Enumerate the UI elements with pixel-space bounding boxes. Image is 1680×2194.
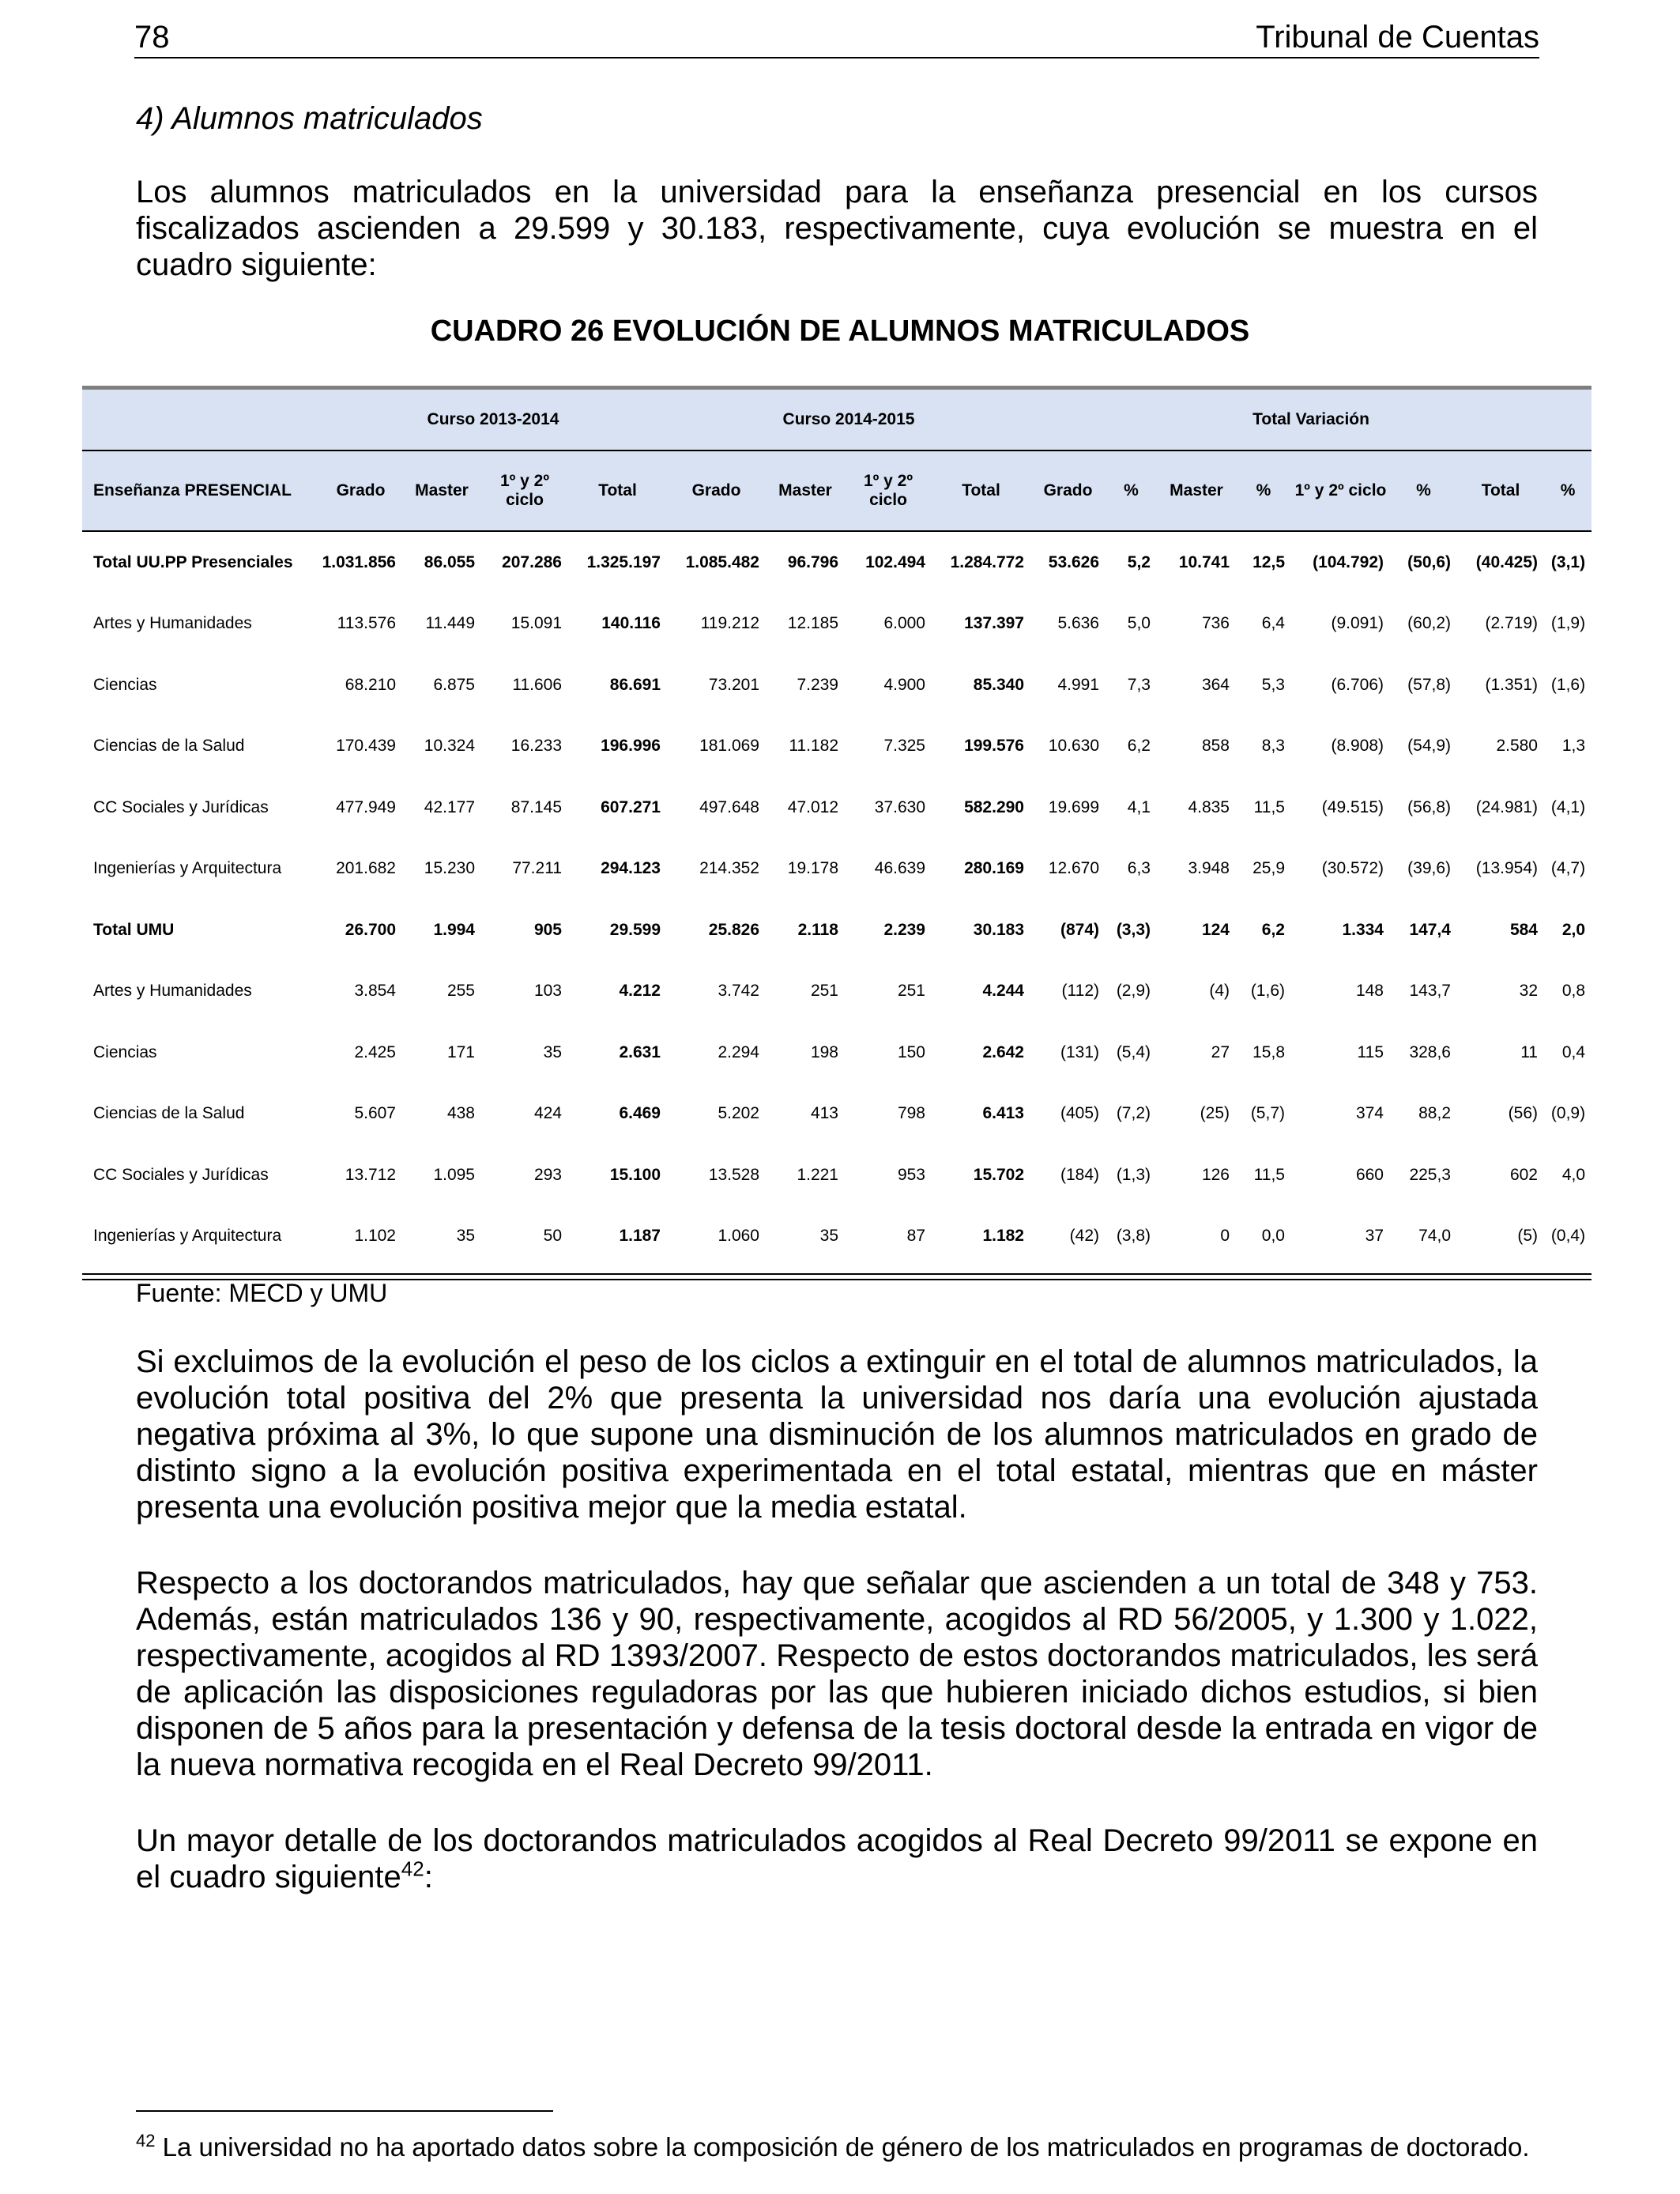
- table-cell: 11,5: [1253, 797, 1285, 816]
- table-cell: 143,7: [1409, 982, 1451, 1001]
- table-cell: (24.981): [1475, 797, 1538, 816]
- table-cell: 19.699: [1048, 797, 1099, 816]
- table-cell: 8,3: [1261, 737, 1285, 756]
- table-cell: (5): [1517, 1227, 1538, 1246]
- table-cell: (1.351): [1485, 675, 1538, 694]
- table-cell: 150: [897, 1042, 925, 1061]
- table-cell: 6.875: [433, 675, 475, 694]
- table-cell: 6.469: [619, 1104, 661, 1123]
- table-row: [82, 1084, 1591, 1145]
- column-header: 1º y 2º ciclo: [845, 450, 932, 531]
- table-cell: 15.091: [510, 614, 562, 633]
- table-cell: (104.792): [1313, 552, 1384, 571]
- table-cell: 12.670: [1048, 859, 1099, 878]
- table-caption: CUADRO 26 EVOLUCIÓN DE ALUMNOS MATRICULADOS: [430, 315, 1250, 348]
- table-cell: 35: [819, 1227, 838, 1246]
- table-cell: 37: [1365, 1227, 1384, 1246]
- table-cell: 25,9: [1252, 859, 1285, 878]
- row-label: Ingenierías y Arquitectura: [93, 859, 282, 878]
- table-row: [82, 961, 1591, 1023]
- table-cell: 35: [543, 1042, 562, 1061]
- enrollment-table-grid: [82, 390, 1591, 1267]
- section-title: 4) Alumnos matriculados: [136, 101, 483, 136]
- row-label: CC Sociales y Jurídicas: [93, 797, 269, 816]
- column-header: Master: [766, 450, 845, 531]
- table-cell: 2.118: [797, 920, 838, 939]
- table-cell: 86.691: [609, 675, 661, 694]
- table-cell: 171: [446, 1042, 475, 1061]
- table-cell: (13.954): [1475, 859, 1538, 878]
- table-cell: (4): [1209, 982, 1230, 1001]
- table-cell: 11,5: [1253, 1165, 1285, 1184]
- table-cell: 11.449: [425, 614, 475, 633]
- table-cell: 4.244: [982, 982, 1024, 1001]
- table-cell: 4,0: [1561, 1165, 1586, 1184]
- page-number: 78: [134, 20, 170, 55]
- table-cell: 1.031.856: [322, 552, 396, 571]
- table-row: [82, 654, 1591, 716]
- table-cell: 7.325: [883, 737, 925, 756]
- table-cell: 137.397: [964, 614, 1024, 633]
- table-row: [82, 1022, 1591, 1084]
- footnote-reference[interactable]: 42: [401, 1857, 424, 1881]
- table-cell: 46.639: [874, 859, 925, 878]
- table-cell: 7.239: [797, 675, 838, 694]
- table-cell: 736: [1201, 614, 1230, 633]
- table-cell: 148: [1355, 982, 1384, 1001]
- column-header: Total: [932, 450, 1030, 531]
- table-cell: 29.599: [609, 920, 661, 939]
- table-cell: 12.185: [787, 614, 838, 633]
- table-cell: 96.796: [787, 552, 838, 571]
- table-cell: 199.576: [964, 737, 1024, 756]
- table-cell: (7,2): [1116, 1104, 1151, 1123]
- table-cell: 124: [1201, 920, 1230, 939]
- table-cell: 147,4: [1409, 920, 1451, 939]
- column-header: Enseñanza PRESENCIAL: [82, 450, 319, 531]
- footnote-marker: 42: [136, 2131, 156, 2151]
- table-cell: 477.949: [336, 797, 396, 816]
- table-cell: 607.271: [601, 797, 661, 816]
- table-cell: (4,7): [1550, 859, 1586, 878]
- table-cell: 115: [1357, 1042, 1384, 1061]
- table-cell: 42.177: [424, 797, 475, 816]
- paragraph-3: Respecto a los doctorandos matriculados, hay que señalar que ascienden a un total de 348 y 753. Además, están matriculados 136 y 90, respectivamente, acogidos al RD 56/2005, y 1.300 y 1.022, respectivamente, acogidos al RD 1393/2007. Respecto de estos doctorandos matriculados, les será de aplicación las disposiciones reguladoras por las que hubieren iniciado dichos estudios, si bien disponen de 5 años para la presentación y defensa de la tesis doctoral desde la entrada en vigor de la nueva normativa recogida en el Real Decreto 99/2011.: [136, 1566, 1538, 1782]
- column-header: %: [1106, 450, 1157, 531]
- table-cell: 32: [1519, 982, 1538, 1001]
- table-cell: 87: [906, 1227, 925, 1246]
- table-cell: (57,8): [1407, 675, 1451, 694]
- table-cell: (2.719): [1485, 614, 1538, 633]
- table-cell: 6,3: [1127, 859, 1151, 878]
- table-cell: 602: [1509, 1165, 1538, 1184]
- table-cell: 102.494: [865, 552, 925, 571]
- group-header-variation: Total Variación: [1030, 390, 1591, 450]
- row-label: Ingenierías y Arquitectura: [93, 1227, 282, 1246]
- table-cell: 119.212: [700, 614, 759, 633]
- table-cell: 37.630: [874, 797, 925, 816]
- column-header: %: [1390, 450, 1457, 531]
- table-column-header-row: [82, 450, 1591, 531]
- table-cell: 13.528: [708, 1165, 759, 1184]
- page-header: [134, 17, 1539, 58]
- table-cell: 255: [446, 982, 475, 1001]
- table-cell: 4,1: [1127, 797, 1151, 816]
- table-cell: 5,3: [1261, 675, 1285, 694]
- table-cell: 201.682: [336, 859, 396, 878]
- column-header: Total: [1457, 450, 1544, 531]
- table-cell: 214.352: [699, 859, 759, 878]
- table-cell: (0,4): [1550, 1227, 1586, 1246]
- table-cell: 103: [533, 982, 562, 1001]
- table-cell: 280.169: [964, 859, 1024, 878]
- table-row: [82, 899, 1591, 961]
- table-cell: 225,3: [1409, 1165, 1451, 1184]
- table-cell: 497.648: [699, 797, 759, 816]
- table-cell: 6,2: [1127, 737, 1151, 756]
- table-cell: (60,2): [1407, 614, 1451, 633]
- footnote-separator: [136, 2110, 553, 2112]
- table-row: [82, 716, 1591, 778]
- table-cell: 6.000: [883, 614, 925, 633]
- table-cell: 584: [1509, 920, 1538, 939]
- table-cell: 251: [810, 982, 838, 1001]
- table-cell: 4.835: [1188, 797, 1230, 816]
- table-cell: 1.187: [619, 1227, 661, 1246]
- table-cell: 53.626: [1048, 552, 1099, 571]
- row-label: Artes y Humanidades: [93, 614, 252, 633]
- table-cell: 0,0: [1261, 1227, 1285, 1246]
- table-cell: 2.631: [619, 1042, 661, 1061]
- table-cell: (25): [1200, 1104, 1230, 1123]
- column-header: %: [1544, 450, 1591, 531]
- table-cell: (56): [1508, 1104, 1538, 1123]
- row-label: CC Sociales y Jurídicas: [93, 1165, 269, 1184]
- table-cell: 86.055: [424, 552, 475, 571]
- table-cell: 413: [810, 1104, 838, 1123]
- table-cell: 88,2: [1418, 1104, 1451, 1123]
- paragraph-4-text: Un mayor detalle de los doctorandos matriculados acogidos al Real Decreto 99/2011 se expone en el cuadro siguiente: [136, 1823, 1538, 1894]
- table-cell: 251: [897, 982, 925, 1001]
- table-cell: 170.439: [336, 737, 396, 756]
- table-cell: 858: [1201, 737, 1230, 756]
- table-cell: 0: [1220, 1227, 1230, 1246]
- table-cell: 30.183: [973, 920, 1024, 939]
- table-cell: (30.572): [1321, 859, 1384, 878]
- table-cell: 1.182: [982, 1227, 1024, 1246]
- table-cell: (874): [1060, 920, 1099, 939]
- table-cell: 1,3: [1561, 737, 1586, 756]
- table-cell: 953: [897, 1165, 925, 1184]
- row-label: Total UU.PP Presenciales: [93, 552, 293, 571]
- table-cell: 1.085.482: [685, 552, 759, 571]
- table-cell: 1.102: [354, 1227, 396, 1246]
- table-cell: 6,4: [1261, 614, 1285, 633]
- table-cell: 10.630: [1048, 737, 1099, 756]
- table-cell: 4.212: [619, 982, 661, 1001]
- table-cell: 2.239: [883, 920, 925, 939]
- table-cell: 374: [1355, 1104, 1384, 1123]
- row-label: Ciencias: [93, 1042, 157, 1061]
- table-cell: 15.230: [424, 859, 475, 878]
- table-row: [82, 531, 1591, 594]
- table-row: [82, 1206, 1591, 1268]
- table-cell: 2.294: [718, 1042, 759, 1061]
- table-cell: 1.334: [1342, 920, 1384, 939]
- table-cell: 113.576: [337, 614, 396, 633]
- table-cell: 74,0: [1418, 1227, 1451, 1246]
- table-cell: (42): [1069, 1227, 1099, 1246]
- table-cell: 15.100: [609, 1165, 661, 1184]
- column-header: Master: [402, 450, 481, 531]
- table-cell: (184): [1060, 1165, 1099, 1184]
- table-cell: (40.425): [1475, 552, 1538, 571]
- row-label: Ciencias de la Salud: [93, 1104, 245, 1123]
- table-cell: 87.145: [510, 797, 562, 816]
- table-bottom-rule: [82, 1273, 1591, 1276]
- table-cell: 798: [897, 1104, 925, 1123]
- column-header: 1º y 2º ciclo: [481, 450, 568, 531]
- table-cell: 19.178: [787, 859, 838, 878]
- column-header: Grado: [1030, 450, 1106, 531]
- table-cell: 25.826: [708, 920, 759, 939]
- table-cell: 4.991: [1057, 675, 1099, 694]
- table-row: [82, 1144, 1591, 1206]
- table-cell: (56,8): [1407, 797, 1451, 816]
- table-cell: 1.994: [433, 920, 475, 939]
- table-cell: 196.996: [601, 737, 661, 756]
- table-cell: 11.606: [512, 675, 562, 694]
- footnote: [136, 2132, 1530, 2162]
- table-cell: 11.182: [789, 737, 838, 756]
- table-cell: 68.210: [345, 675, 396, 694]
- table-cell: 424: [533, 1104, 562, 1123]
- footnote-text: La universidad no ha aportado datos sobre la composición de género de los matriculados en programas de doctorado.: [155, 2132, 1530, 2162]
- table-cell: 15.702: [973, 1165, 1024, 1184]
- group-header-empty: [82, 390, 319, 450]
- table-cell: 10.324: [424, 737, 475, 756]
- table-row: [82, 777, 1591, 839]
- table-cell: (1,6): [1250, 982, 1285, 1001]
- table-cell: (50,6): [1407, 552, 1451, 571]
- table-cell: 2.642: [982, 1042, 1024, 1061]
- table-cell: (112): [1061, 982, 1099, 1001]
- table-cell: 207.286: [502, 552, 562, 571]
- running-title: Tribunal de Cuentas: [1256, 20, 1539, 55]
- table-cell: (4,1): [1550, 797, 1586, 816]
- table-cell: 47.012: [787, 797, 838, 816]
- table-cell: 905: [533, 920, 562, 939]
- table-cell: 26.700: [345, 920, 396, 939]
- table-cell: 0,4: [1561, 1042, 1586, 1061]
- table-cell: 13.712: [345, 1165, 396, 1184]
- table-cell: 5,2: [1127, 552, 1151, 571]
- table-cell: 77.211: [512, 859, 562, 878]
- table-cell: (2,9): [1116, 982, 1151, 1001]
- table-cell: (0,9): [1550, 1104, 1586, 1123]
- table-cell: (9.091): [1331, 614, 1384, 633]
- table-cell: 50: [543, 1227, 562, 1246]
- table-cell: (1,6): [1550, 675, 1586, 694]
- table-cell: (5,7): [1250, 1104, 1285, 1123]
- table-cell: 5.202: [718, 1104, 759, 1123]
- table-cell: 11: [1520, 1042, 1538, 1061]
- paragraph-2: Si excluimos de la evolución el peso de los ciclos a extinguir en el total de alumnos matriculados, la evolución total positiva del 2% que presenta la universidad nos daría una evolución ajustada negativa próxima al 3%, lo que supone una disminución de los alumnos matriculados en grado de distinto signo a la evolución positiva experimentada en el total estatal, mientras que en máster presenta una evolución positiva mejor que la media estatal.: [136, 1344, 1538, 1525]
- table-row: [82, 594, 1591, 655]
- paragraph-4: [136, 1823, 1538, 1895]
- table-cell: 126: [1201, 1165, 1230, 1184]
- table-cell: 293: [533, 1165, 562, 1184]
- table-cell: 2.580: [1496, 737, 1538, 756]
- table-cell: 4.900: [883, 675, 925, 694]
- paragraph-4-tail: :: [424, 1860, 433, 1894]
- table-cell: (1,9): [1550, 614, 1586, 633]
- table-cell: 16.233: [510, 737, 562, 756]
- table-cell: (5,4): [1116, 1042, 1151, 1061]
- table-cell: (54,9): [1407, 737, 1451, 756]
- table-cell: 294.123: [601, 859, 661, 878]
- table-cell: 5.636: [1057, 614, 1099, 633]
- table-cell: 198: [810, 1042, 838, 1061]
- table-cell: 15,8: [1252, 1042, 1285, 1061]
- table-cell: 6,2: [1261, 920, 1285, 939]
- intro-paragraph: Los alumnos matriculados en la universidad para la enseñanza presencial en los cursos fiscalizados ascienden a 29.599 y 30.183, respectivamente, cuya evolución se muestra en el cuadro siguiente:: [136, 175, 1538, 282]
- table-cell: 35: [456, 1227, 475, 1246]
- table-cell: 1.325.197: [586, 552, 661, 571]
- column-header: Grado: [667, 450, 766, 531]
- table-cell: 660: [1355, 1165, 1384, 1184]
- table-cell: 85.340: [973, 675, 1024, 694]
- table-cell: 438: [446, 1104, 475, 1123]
- table-cell: 7,3: [1127, 675, 1151, 694]
- row-label: Ciencias: [93, 675, 157, 694]
- group-header-2013-2014: Curso 2013-2014: [319, 390, 667, 450]
- table-cell: (131): [1060, 1042, 1099, 1061]
- table-cell: (8.908): [1331, 737, 1384, 756]
- column-header: Master: [1157, 450, 1236, 531]
- table-cell: 364: [1201, 675, 1230, 694]
- table-cell: 181.069: [699, 737, 759, 756]
- group-header-2014-2015: Curso 2014-2015: [667, 390, 1030, 450]
- row-label: Ciencias de la Salud: [93, 737, 245, 756]
- column-header: Grado: [319, 450, 402, 531]
- table-cell: 328,6: [1409, 1042, 1451, 1061]
- table-cell: 1.284.772: [950, 552, 1024, 571]
- table-cell: 1.095: [433, 1165, 475, 1184]
- table-cell: 73.201: [708, 675, 759, 694]
- table-cell: 12,5: [1252, 552, 1285, 571]
- row-label: Total UMU: [93, 920, 175, 939]
- table-cell: 3.854: [354, 982, 396, 1001]
- table-cell: 1.221: [797, 1165, 838, 1184]
- table-cell: 582.290: [964, 797, 1024, 816]
- table-cell: 0,8: [1561, 982, 1586, 1001]
- table-cell: 6.413: [982, 1104, 1024, 1123]
- table-cell: 1.060: [718, 1227, 759, 1246]
- table-cell: 2,0: [1561, 920, 1586, 939]
- table-cell: (3,1): [1550, 552, 1586, 571]
- table-group-header-row: [82, 390, 1591, 450]
- table-cell: (6.706): [1331, 675, 1384, 694]
- table-row: [82, 839, 1591, 900]
- table-cell: (3,8): [1116, 1227, 1151, 1246]
- table-cell: 2.425: [354, 1042, 396, 1061]
- table-cell: (49.515): [1321, 797, 1384, 816]
- table-cell: 3.742: [718, 982, 759, 1001]
- table-cell: 5,0: [1127, 614, 1151, 633]
- column-header: 1º y 2º ciclo: [1291, 450, 1390, 531]
- table-cell: 27: [1211, 1042, 1230, 1061]
- enrollment-table: [82, 386, 1591, 1280]
- table-source: Fuente: MECD y UMU: [136, 1279, 388, 1307]
- table-cell: 140.116: [601, 614, 661, 633]
- table-cell: (3,3): [1116, 920, 1151, 939]
- column-header: %: [1236, 450, 1291, 531]
- table-cell: (1,3): [1116, 1165, 1151, 1184]
- row-label: Artes y Humanidades: [93, 982, 252, 1001]
- table-cell: (39,6): [1407, 859, 1451, 878]
- table-body: [82, 531, 1591, 1267]
- table-cell: 3.948: [1188, 859, 1230, 878]
- column-header: Total: [568, 450, 667, 531]
- table-cell: (405): [1060, 1104, 1099, 1123]
- table-cell: 5.607: [354, 1104, 396, 1123]
- table-cell: 10.741: [1178, 552, 1230, 571]
